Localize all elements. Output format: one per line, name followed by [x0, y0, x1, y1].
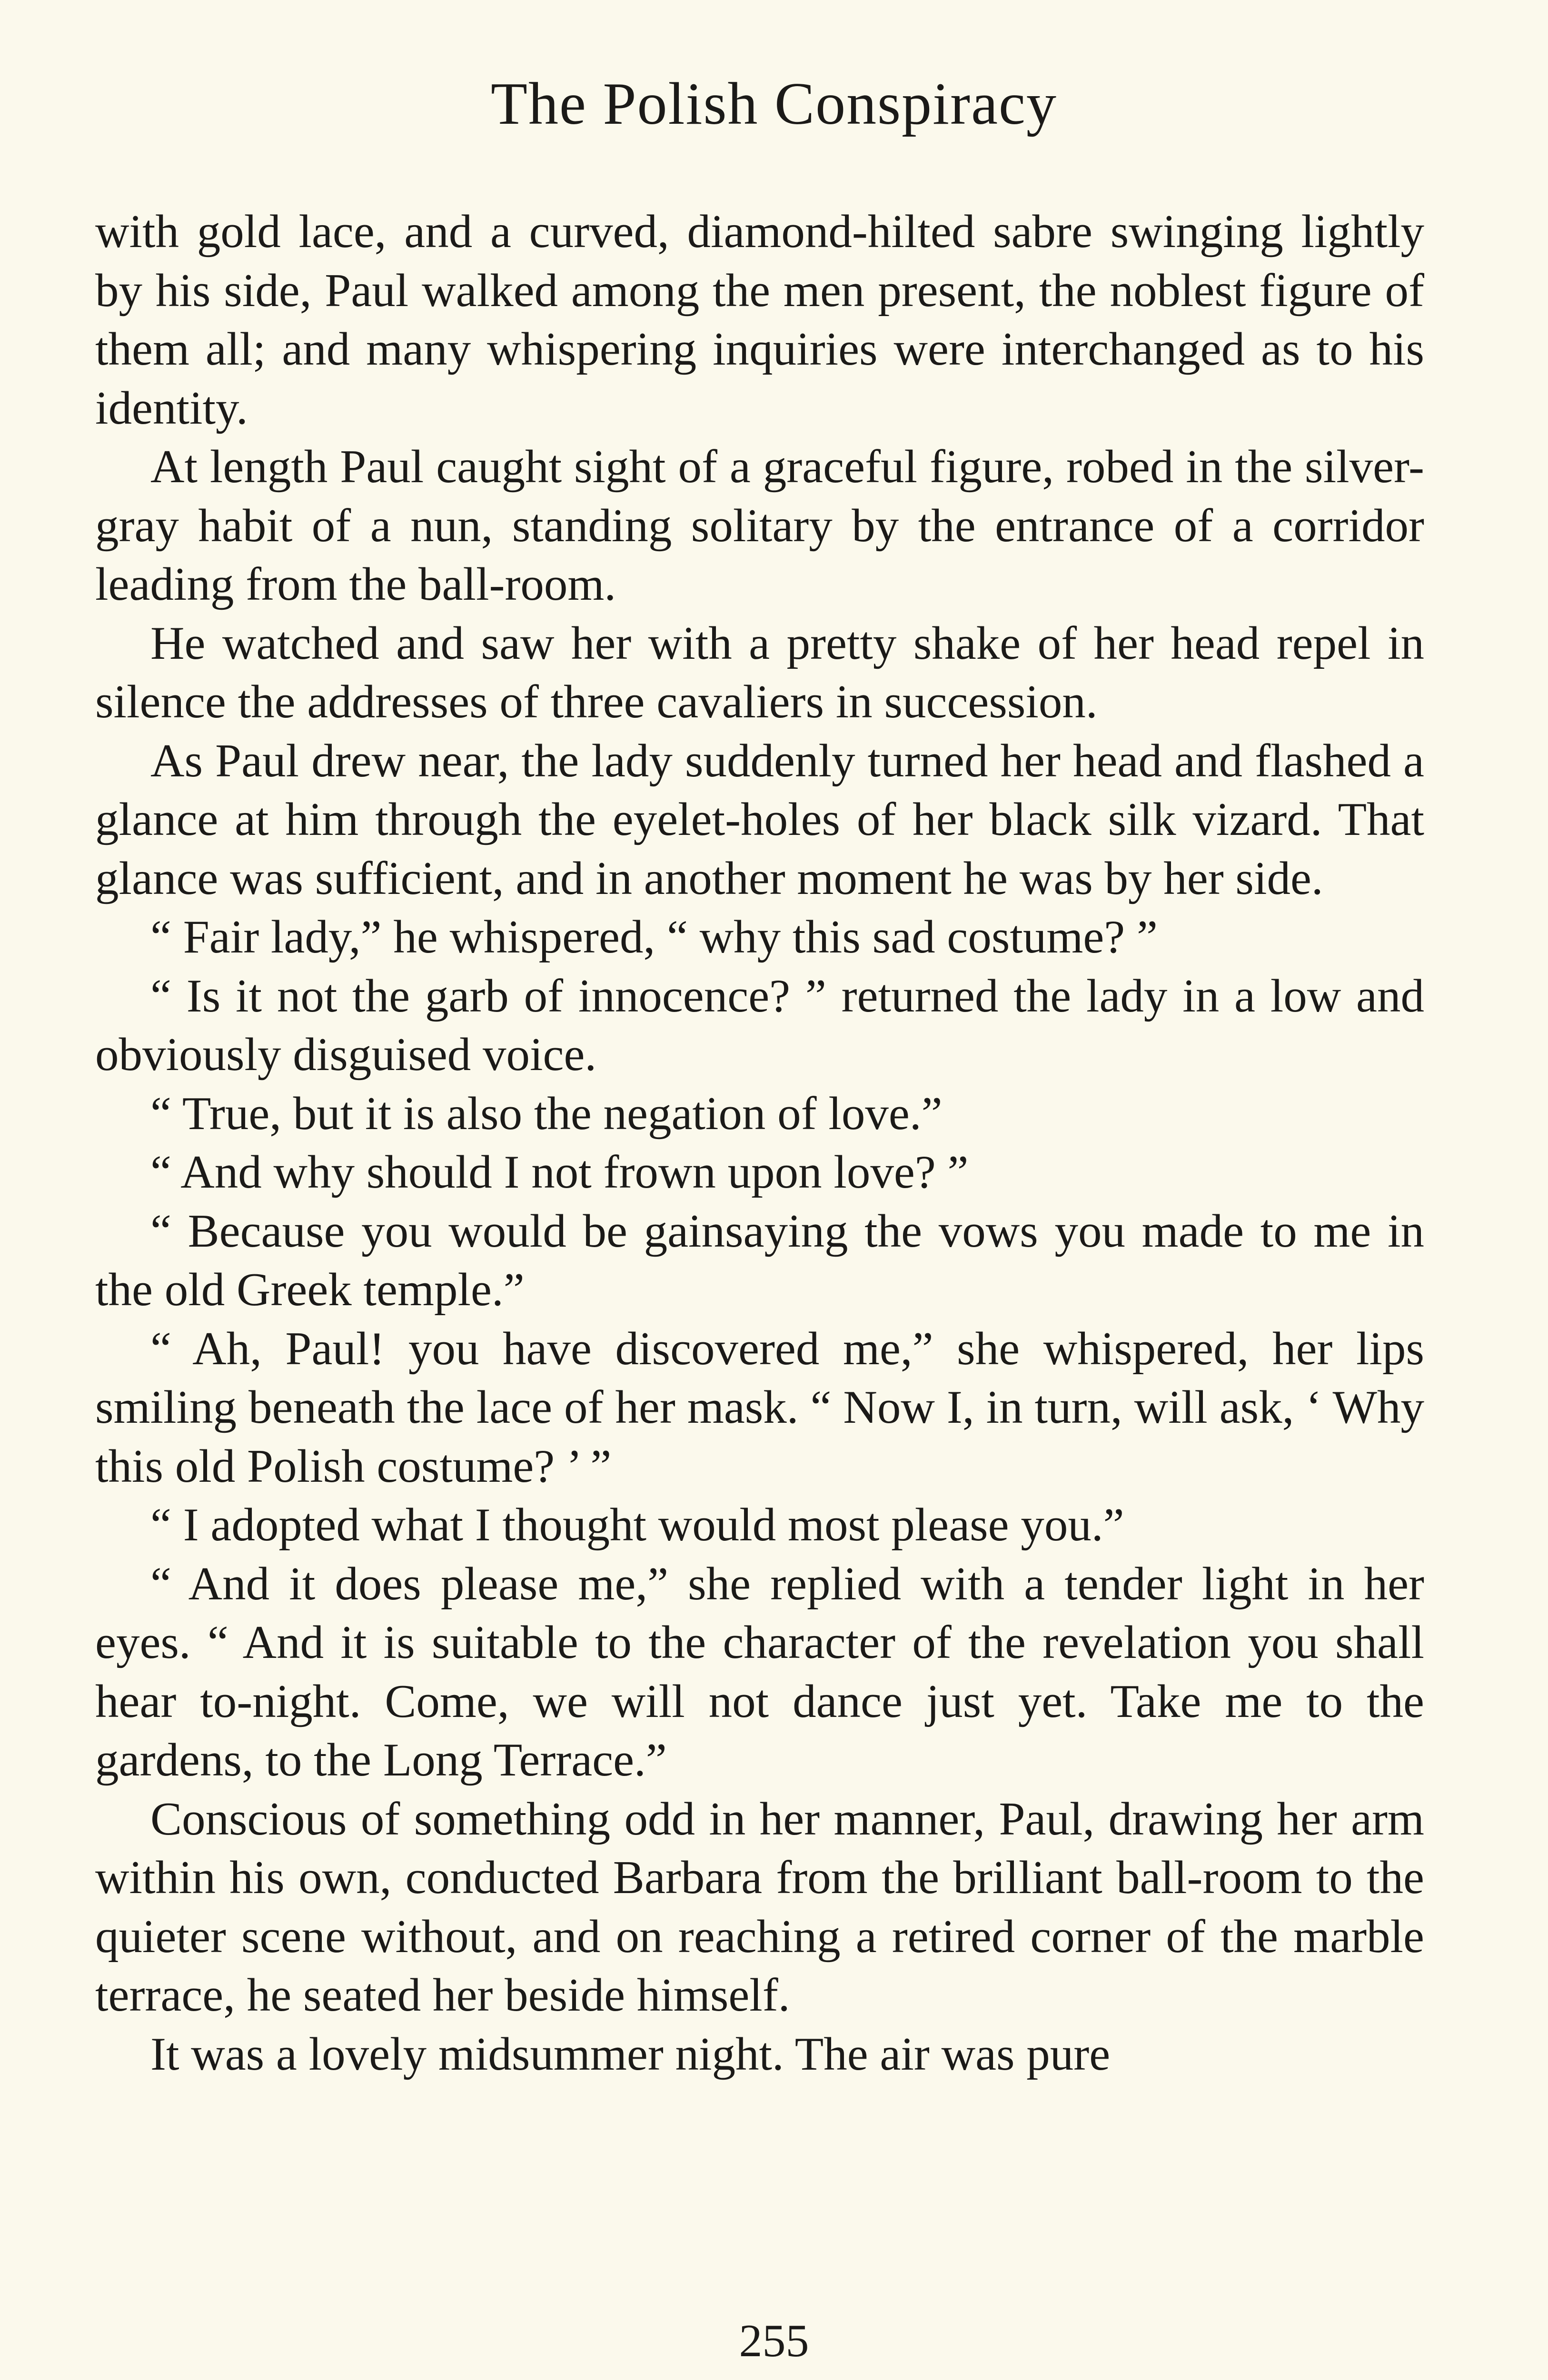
paragraph-continued: with gold lace, and a curved, diamond-hilted sabre swinging lightly by his side, Paul walked among the men present, the noblest figure of them all; and many whispering inquiries were interchanged as to his identity. [95, 206, 1424, 434]
page-number: 255 [739, 2315, 809, 2367]
dialogue-paragraph: “ Fair lady,” he whispered, “ why this sad costume? ” [150, 911, 1158, 963]
dialogue-paragraph: “ Is it not the garb of innocence? ” returned the lady in a low and obviously disguised voice. [95, 970, 1424, 1081]
paragraph: Conscious of something odd in her manner, Paul, drawing her arm within his own, conducted Barbara from the brilliant ball-room to the quieter scene without, and on reaching a retired corner of the marble terrace, he seated her beside himself. [95, 1793, 1424, 2021]
running-header: The Polish Conspiracy [491, 71, 1057, 137]
paragraph: As Paul drew near, the lady suddenly turned her head and flashed a glance at him through the eyelet-holes of her black silk vizard. That glance was sufficient, and in another moment he was by her side. [95, 734, 1424, 904]
dialogue-paragraph: “ I adopted what I thought would most please you.” [150, 1499, 1124, 1551]
dialogue-paragraph: “ And it does please me,” she replied with a tender light in her eyes. “ And it is suitable to the character of the revelation you shall hear to-night. Come, we will not dance just yet. Take me to the gardens, to the Long Terrace.” [95, 1557, 1424, 1786]
page-body [95, 202, 1424, 2083]
dialogue-paragraph: “ And why should I not frown upon love? ” [150, 1146, 969, 1198]
dialogue-paragraph: “ Ah, Paul! you have discovered me,” she whispered, her lips smiling beneath the lace of her mask. “ Now I, in turn, will ask, ‘ Why this old Polish costume? ’ ” [95, 1322, 1424, 1492]
paragraph: At length Paul caught sight of a graceful figure, robed in the silver-gray habit of a nun, standing solitary by the entrance of a corridor leading from the ball-room. [95, 441, 1424, 610]
dialogue-paragraph: “ Because you would be gainsaying the vows you made to me in the old Greek temple.” [95, 1205, 1424, 1316]
paragraph: He watched and saw her with a pretty shake of her head repel in silence the addresses of three cavaliers in succession. [95, 617, 1424, 728]
paragraph: It was a lovely midsummer night. The air was pure [150, 2028, 1111, 2080]
dialogue-paragraph: “ True, but it is also the negation of love.” [150, 1087, 943, 1140]
